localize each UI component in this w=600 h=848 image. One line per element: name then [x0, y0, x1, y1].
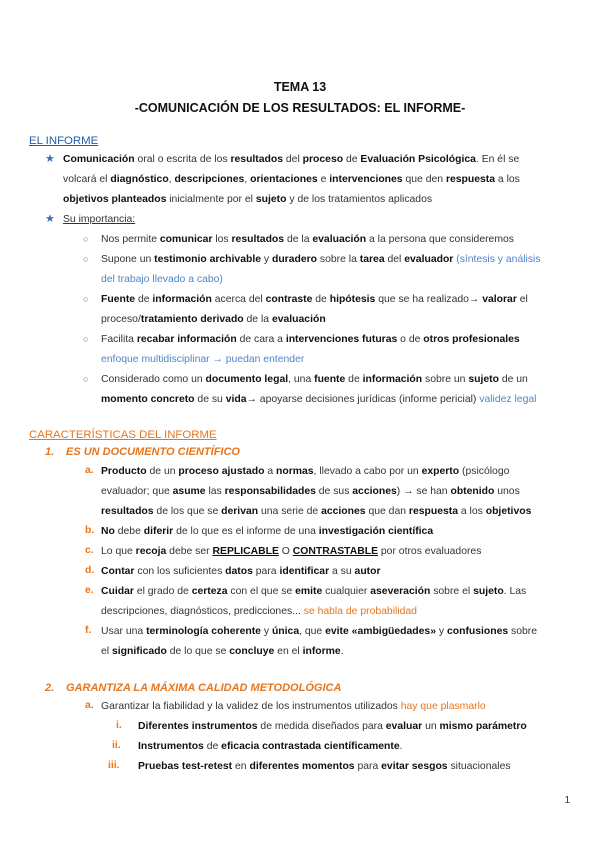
text-run: evaluador; que [101, 486, 173, 497]
list-item-line [101, 700, 486, 713]
text-run: sobre la [317, 254, 360, 265]
list-item-line [101, 293, 528, 306]
text-run: sobre el [430, 586, 474, 597]
text-run: REPLICABLE [212, 546, 279, 557]
text-run: significado [111, 646, 167, 657]
text-run: . [399, 741, 403, 752]
text-run: → apoyarse decisiones jurídicas (informe pericial) [246, 394, 480, 405]
text-run: con el que se [227, 586, 296, 597]
text-run: volcará el [63, 174, 111, 185]
importance-label: Su importancia: [63, 214, 136, 225]
text-run: Fuente [101, 294, 136, 305]
text-run: derivan [221, 506, 259, 517]
letter-marker: d. [85, 565, 95, 576]
text-run: de [345, 374, 363, 385]
text-run: . Las [503, 586, 527, 597]
text-run: evaluación [271, 314, 326, 325]
text-run: emite [295, 586, 323, 597]
list-item-line [101, 233, 514, 246]
text-run: el grado de [133, 586, 192, 597]
star-bullet-icon: ★ [45, 213, 55, 225]
text-run: recoja [135, 546, 167, 557]
text-run: e [317, 174, 330, 185]
text-run: Pruebas test-retest [138, 761, 233, 772]
star-bullet-icon: ★ [45, 153, 55, 165]
text-run: de la [284, 234, 313, 245]
letter-marker: c. [85, 545, 94, 556]
text-run: de [203, 741, 222, 752]
text-run: descripciones, diagnósticos, predicciones... [101, 606, 304, 617]
letter-marker: b. [85, 525, 95, 536]
text-run: validez legal [479, 394, 537, 405]
text-run: Diferentes instrumentos [138, 721, 258, 732]
list-item-line [101, 393, 536, 406]
text-run: Evaluación Psicológica [360, 154, 476, 165]
text-run: sujeto [473, 586, 504, 597]
text-run: inicialmente por el [166, 194, 256, 205]
text-run: vida [225, 394, 247, 405]
text-run: evaluador [404, 254, 454, 265]
text-run: los [212, 234, 232, 245]
text-run: unos [494, 486, 520, 497]
subsection-title: ES UN DOCUMENTO CIENTÍFICO [66, 446, 240, 458]
letter-marker: a. [85, 700, 94, 711]
text-run: una serie de [258, 506, 322, 517]
text-run: por otros evaluadores [378, 546, 482, 557]
text-run: confusiones [446, 626, 509, 637]
text-run: obtenido [450, 486, 495, 497]
text-run: acerca del [211, 294, 266, 305]
text-run: duradero [271, 254, 318, 265]
text-run: cualquier [322, 586, 371, 597]
text-run: enfoque multidisciplinar → puedan entender [101, 354, 305, 365]
text-run: a la persona que consideremos [366, 234, 514, 245]
text-run: , llevado a cabo por un [313, 466, 422, 477]
text-run: No [101, 526, 115, 537]
list-item-line [101, 545, 481, 558]
text-run: sujeto [255, 194, 287, 205]
text-run: orientaciones [250, 174, 318, 185]
text-run: , que [299, 626, 326, 637]
text-run: para [252, 566, 280, 577]
subsection-number: 1. [45, 446, 55, 458]
text-run: experto [421, 466, 460, 477]
circle-bullet-icon: ○ [83, 254, 89, 264]
text-run: a [264, 466, 276, 477]
text-run: Cuidar [101, 586, 134, 597]
list-item-line [138, 760, 511, 773]
topic-number: TEMA 13 [273, 80, 327, 94]
list-item-line [101, 353, 304, 366]
text-run: diagnóstico [110, 174, 169, 185]
list-item-line [138, 740, 403, 753]
text-run: Usar una [101, 626, 147, 637]
letter-marker: e. [85, 585, 94, 596]
text-run: , [244, 174, 251, 185]
text-run: de un [498, 374, 528, 385]
text-run: responsabilidades [224, 486, 316, 497]
list-item-line [101, 585, 526, 598]
text-run: evaluación [312, 234, 367, 245]
text-run: situacionales [447, 761, 511, 772]
text-run: resultados [101, 506, 154, 517]
text-run: mismo parámetro [439, 721, 527, 732]
text-run: evitar sesgos [381, 761, 448, 772]
list-item-line [101, 313, 326, 326]
text-run: sobre [508, 626, 538, 637]
text-run: aseveración [370, 586, 431, 597]
text-run: normas [276, 466, 314, 477]
circle-bullet-icon: ○ [83, 234, 89, 244]
text-run: y [260, 254, 272, 265]
text-run: asume [172, 486, 206, 497]
list-item-line [101, 373, 528, 386]
text-run: documento legal [205, 374, 289, 385]
text-run: Contar [101, 566, 135, 577]
text-run: y [435, 626, 447, 637]
text-run: intervenciones [329, 174, 403, 185]
text-run: certeza [191, 586, 228, 597]
text-run: Facilita [101, 334, 137, 345]
text-run: respuesta [408, 506, 458, 517]
text-run: el [101, 646, 112, 657]
text-run: de sus [315, 486, 353, 497]
text-run: de su [194, 394, 226, 405]
text-run: que se ha realizado→ [375, 294, 483, 305]
text-run: de los que se [153, 506, 222, 517]
text-run: información [152, 294, 212, 305]
text-run: CONTRASTABLE [292, 546, 379, 557]
text-run: debe ser [166, 546, 213, 557]
text-run: única [271, 626, 300, 637]
text-run: objetivos [485, 506, 532, 517]
text-run: identificar [279, 566, 330, 577]
list-item-line [138, 720, 527, 733]
section-heading-caracteristicas: CARACTERÍSTICAS DEL INFORME [29, 429, 217, 441]
text-run: diferir [143, 526, 174, 537]
text-run: a los [458, 506, 486, 517]
text-run: (psicólogo [459, 466, 510, 477]
text-run: a su [329, 566, 355, 577]
paragraph-line [63, 173, 520, 186]
text-run: datos [225, 566, 253, 577]
circle-bullet-icon: ○ [83, 294, 89, 304]
text-run: testimonio archivable [154, 254, 261, 265]
section-heading-el-informe: EL INFORME [29, 135, 99, 147]
text-run: Comunicación [63, 154, 135, 165]
text-run: intervenciones futuras [285, 334, 398, 345]
text-run: otros profesionales [423, 334, 520, 345]
text-run: y de los tratamientos aplicados [286, 194, 433, 205]
text-run: debe [114, 526, 144, 537]
text-run: Instrumentos [138, 741, 204, 752]
list-item-line [101, 505, 531, 518]
text-run: valorar [482, 294, 517, 305]
subsection-number: 2. [45, 682, 55, 694]
text-run: sobre un [422, 374, 469, 385]
paragraph-line [63, 153, 519, 166]
subsection-title: GARANTIZA LA MÁXIMA CALIDAD METODOLÓGICA [66, 682, 342, 694]
text-run: sujeto [468, 374, 499, 385]
text-run: concluye [229, 646, 275, 657]
text-run: en [232, 761, 250, 772]
text-run: Lo que [101, 546, 136, 557]
text-run: que dan [365, 506, 409, 517]
list-item-line [101, 253, 541, 266]
document-title: -COMUNICACIÓN DE LOS RESULTADOS: EL INFORME- [134, 101, 466, 115]
text-run: de la [243, 314, 272, 325]
text-run: un [422, 721, 440, 732]
text-run: de lo que es el informe de una [173, 526, 319, 537]
text-run: . En él se [475, 154, 520, 165]
text-run: de [135, 294, 153, 305]
page-number: 1 [564, 795, 570, 806]
text-run: con los suficientes [134, 566, 226, 577]
text-run: objetivos planteados [63, 194, 167, 205]
text-run: de [312, 294, 330, 305]
text-run: del [283, 154, 303, 165]
text-run: del [384, 254, 405, 265]
text-run: evite «ambigüedades» [325, 626, 436, 637]
text-run: de cara a [236, 334, 286, 345]
list-item-line [101, 525, 433, 538]
letter-marker: a. [85, 465, 94, 476]
list-item-line [101, 273, 223, 286]
text-run: las [205, 486, 225, 497]
text-run: resultados [231, 234, 285, 245]
text-run: hipótesis [329, 294, 376, 305]
text-run: respuesta [445, 174, 496, 185]
text-run: proceso [302, 154, 344, 165]
text-run: comunicar [159, 234, 213, 245]
text-run: recabar información [136, 334, 237, 345]
text-run: de lo que se [166, 646, 230, 657]
paragraph-line [63, 193, 432, 206]
list-item-line [101, 465, 509, 478]
list-item-line [101, 565, 381, 578]
text-run: O [278, 546, 293, 557]
text-run: descripciones [174, 174, 245, 185]
text-run: para [354, 761, 382, 772]
list-item-line [101, 625, 537, 638]
text-run: tarea [359, 254, 385, 265]
text-run: autor [354, 566, 381, 577]
list-item-line [101, 485, 520, 498]
text-run: diferentes momentos [249, 761, 355, 772]
text-run: hay que plasmarlo [400, 701, 486, 712]
text-run: . [340, 646, 344, 657]
text-run: informe [302, 646, 341, 657]
text-run: (síntesis y análisis [453, 254, 541, 265]
text-run: Nos permite [101, 234, 160, 245]
text-run: de medida diseñados para [257, 721, 386, 732]
text-run: oral o escrita de los [134, 154, 231, 165]
list-item-line [101, 605, 417, 618]
roman-marker: ii. [112, 740, 121, 751]
text-run: se habla de probabilidad [303, 606, 417, 617]
text-run: evaluar [385, 721, 423, 732]
text-run: tratamiento derivado [140, 314, 244, 325]
text-run: a los [495, 174, 520, 185]
roman-marker: i. [116, 720, 122, 731]
text-run: del trabajo llevado a cabo) [101, 274, 223, 285]
text-run: contraste [265, 294, 313, 305]
text-run: momento concreto [101, 394, 195, 405]
text-run: proceso/ [101, 314, 141, 325]
text-run: en el [274, 646, 303, 657]
text-run: el [516, 294, 528, 305]
text-run: , una [288, 374, 315, 385]
text-run: y [260, 626, 272, 637]
text-run: de [343, 154, 361, 165]
text-run: acciones [321, 506, 366, 517]
text-run: terminología coherente [146, 626, 261, 637]
text-run: de un [146, 466, 179, 477]
text-run: eficacia contrastada científicamente [221, 741, 400, 752]
list-item-line [101, 645, 344, 658]
text-run: investigación científica [318, 526, 434, 537]
letter-marker: f. [85, 625, 92, 636]
text-run: o de [397, 334, 424, 345]
text-run: ) → se han [396, 486, 451, 497]
circle-bullet-icon: ○ [83, 334, 89, 344]
text-run: resultados [230, 154, 284, 165]
text-run: , [168, 174, 175, 185]
text-run: información [362, 374, 423, 385]
text-run: proceso ajustado [178, 466, 265, 477]
text-run: fuente [314, 374, 346, 385]
circle-bullet-icon: ○ [83, 374, 89, 384]
text-run: Supone un [101, 254, 155, 265]
roman-marker: iii. [108, 760, 120, 771]
text-run: acciones [352, 486, 397, 497]
text-run: Producto [101, 466, 147, 477]
text-run: Considerado como un [101, 374, 206, 385]
text-run: Garantizar la fiabilidad y la validez de los instrumentos utilizados [101, 701, 401, 712]
text-run: que den [402, 174, 446, 185]
list-item-line [101, 333, 520, 346]
